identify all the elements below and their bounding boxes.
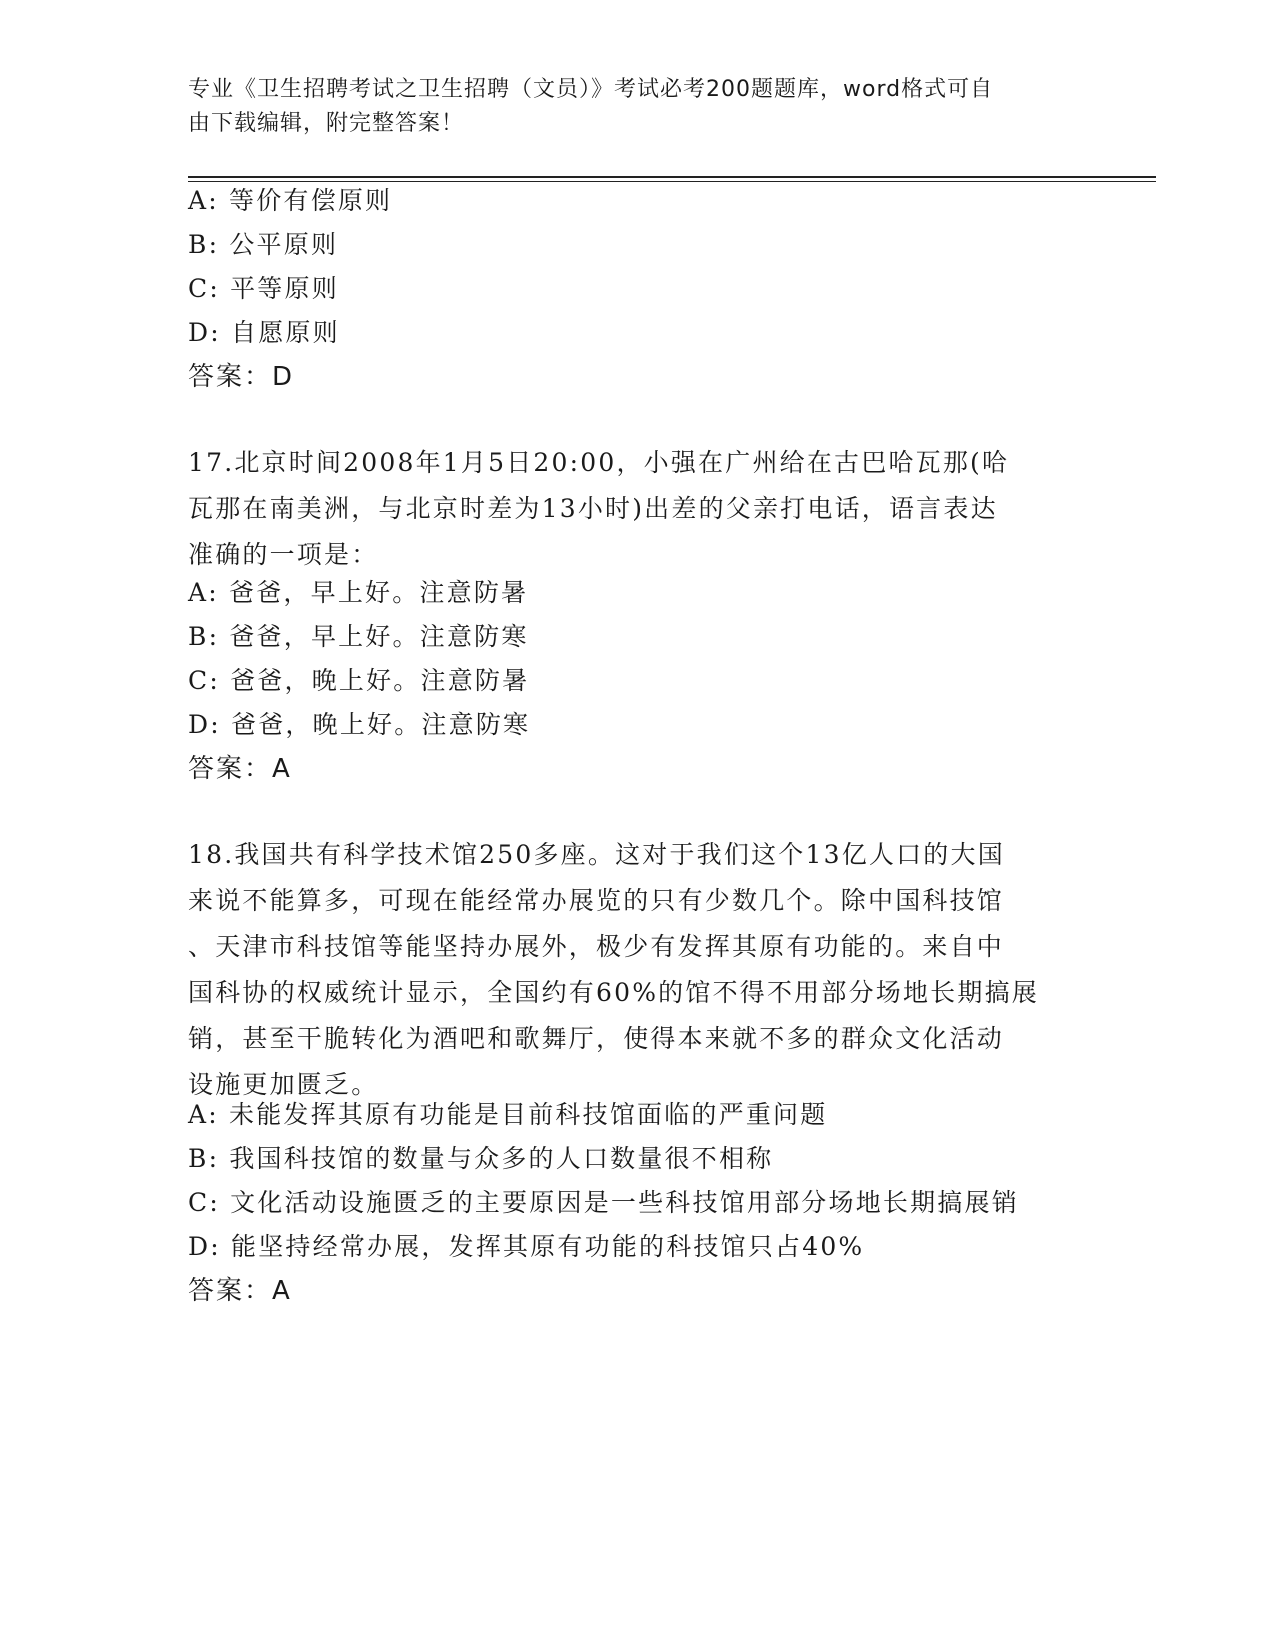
- q18-answer: [188, 1274, 290, 1308]
- q18-stem-line: 设施更加匮乏。: [188, 1070, 379, 1099]
- q17-option-d: D: 爸爸，晚上好。注意防寒: [188, 710, 531, 739]
- q18-option-c: C: 文化活动设施匮乏的主要原因是一些科技馆用部分场地长期搞展销: [188, 1188, 1019, 1217]
- document-header: [188, 73, 1068, 141]
- q18-option-a: A: 未能发挥其原有功能是目前科技馆面临的严重问题: [188, 1100, 828, 1129]
- q18-stem-line: 来说不能算多，可现在能经常办展览的只有少数几个。除中国科技馆: [188, 886, 1005, 915]
- q18-answer-label: 答案：: [188, 1276, 273, 1306]
- q16-option-a: A: 等价有偿原则: [188, 186, 393, 215]
- q17-answer-value: A: [272, 754, 290, 784]
- q16-answer: [188, 360, 292, 394]
- q17-option-a: A: 爸爸，早上好。注意防暑: [188, 578, 529, 607]
- q18-stem-line: 18.我国共有科学技术馆250多座。这对于我们这个13亿人口的大国: [188, 840, 1005, 869]
- q18-stem-line: 、天津市科技馆等能坚持办展外，极少有发挥其原有功能的。来自中: [188, 932, 1005, 961]
- header-divider-thin: [188, 181, 1156, 182]
- header-line-2: 由下载编辑，附完整答案！: [188, 111, 465, 136]
- q18-stem-line: 销，甚至干脆转化为酒吧和歌舞厅，使得本来就不多的群众文化活动: [188, 1024, 1005, 1053]
- q17-option-b: B: 爸爸，早上好。注意防寒: [188, 622, 529, 651]
- q18-stem: [188, 832, 1039, 1108]
- q17-answer-label: 答案：: [188, 754, 273, 784]
- q16-option-c: C: 平等原则: [188, 274, 339, 303]
- q16-answer-value: D: [272, 362, 293, 392]
- header-line-1: 专业《卫生招聘考试之卫生招聘（文员）》考试必考200题题库，word格式可自: [188, 77, 994, 102]
- q18-answer-value: A: [272, 1276, 290, 1306]
- q16-answer-label: 答案：: [188, 362, 273, 392]
- q18-option-d: D: 能坚持经常办展，发挥其原有功能的科技馆只占40%: [188, 1232, 865, 1261]
- q17-stem-line: 准确的一项是：: [188, 540, 379, 569]
- q18-stem-line: 国科协的权威统计显示，全国约有60%的馆不得不用部分场地长期搞展: [188, 978, 1039, 1007]
- q17-stem-line: 瓦那在南美洲，与北京时差为13小时)出差的父亲打电话，语言表达: [188, 494, 998, 523]
- q18-option-b: B: 我国科技馆的数量与众多的人口数量很不相称: [188, 1144, 774, 1173]
- q16-option-b: B: 公平原则: [188, 230, 339, 259]
- q16-option-d: D: 自愿原则: [188, 318, 340, 347]
- q17-option-c: C: 爸爸，晚上好。注意防暑: [188, 666, 530, 695]
- header-divider-thick: [188, 176, 1156, 178]
- q17-stem: [188, 440, 1009, 578]
- q17-stem-line: 17.北京时间2008年1月5日20:00，小强在广州给在古巴哈瓦那(哈: [188, 448, 1010, 477]
- q17-answer: [188, 752, 290, 786]
